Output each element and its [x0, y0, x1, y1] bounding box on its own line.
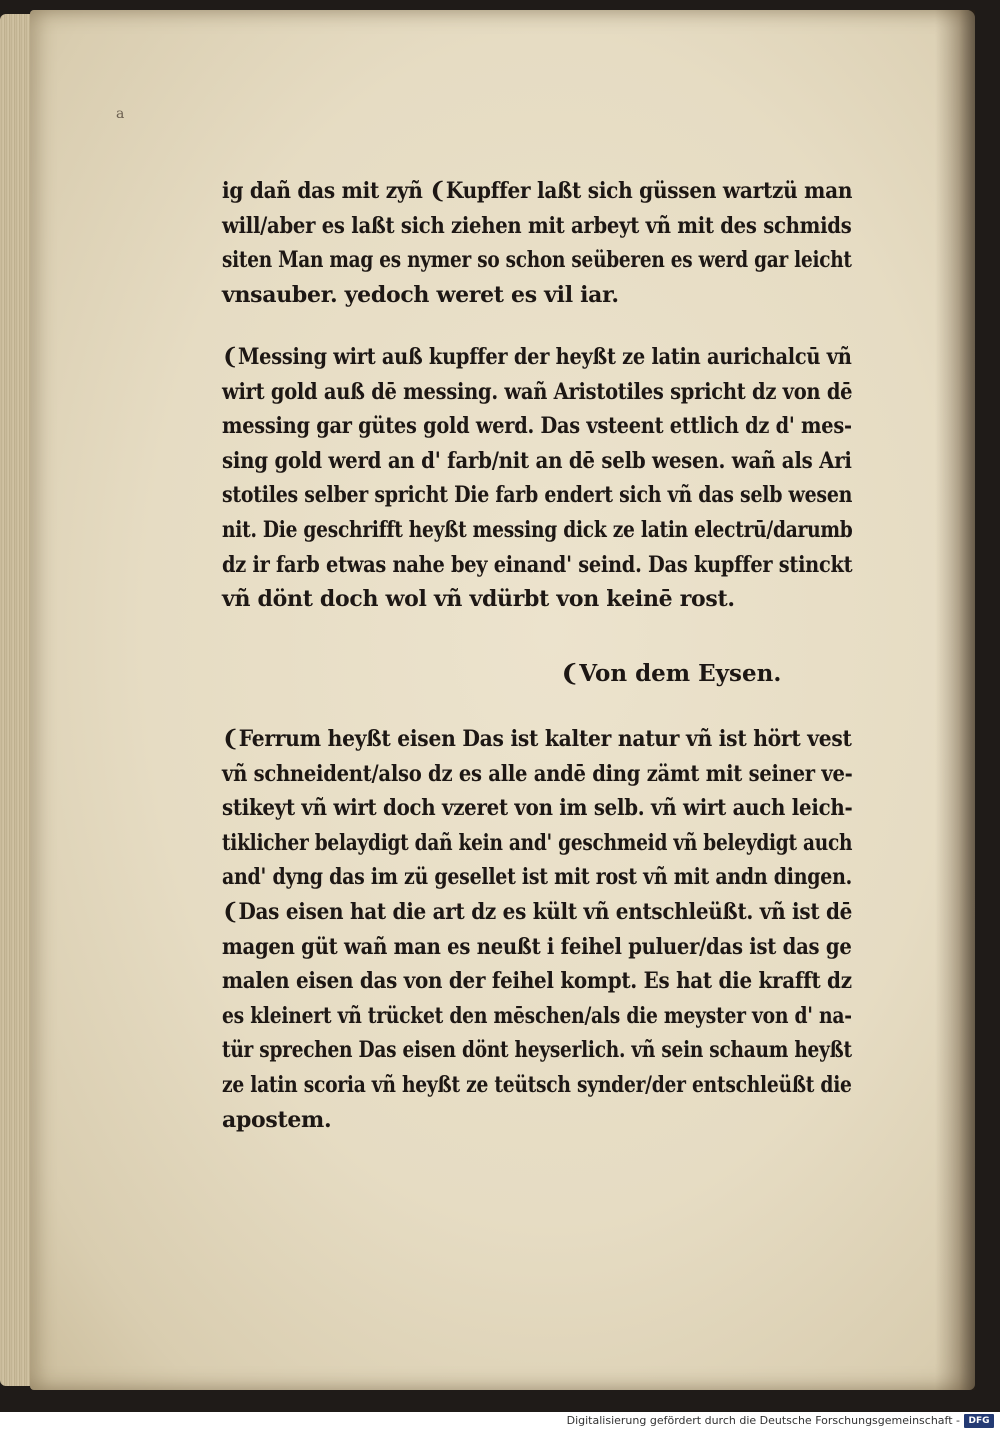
- text-line: tür sprechen Das eisen dönt heyserlich. vñ sein schaum heyßt: [222, 1037, 852, 1064]
- text-line: nit. Die geschrifft heyßt messing dick ze latin electrū/darumb: [222, 516, 853, 543]
- text-line: ze latin scoria vñ heyßt ze teütsch synder/der entschleüßt die: [222, 1071, 852, 1098]
- text-line: apostem.: [222, 1106, 332, 1133]
- text-line: dz ir farb etwas nahe bey einand' seind. Das kupffer stinckt: [222, 551, 853, 578]
- section-heading: ❨Von dem Eysen.: [560, 660, 782, 687]
- marginal-mark: a: [116, 106, 125, 122]
- text-line: vnsauber. yedoch weret es vil iar.: [222, 281, 619, 308]
- text-line: stotiles selber spricht Die farb endert sich vñ das selb wesen: [222, 482, 853, 509]
- paragraph-messing: [222, 340, 852, 617]
- paragraph-kupfer: [222, 174, 852, 312]
- text-line: ❨Das eisen hat die art dz es kült vñ entschleüßt. vñ ist dē: [222, 898, 853, 925]
- text-line: will/aber es laßt sich ziehen mit arbeyt vñ mit des schmids: [222, 212, 852, 239]
- text-line: ❨Messing wirt auß kupffer der heyßt ze latin aurichalcū vñ: [222, 344, 852, 370]
- text-line: wirt gold auß dē messing. wañ Aristotiles spricht dz von dē: [222, 378, 853, 405]
- text-line: siten Man mag es nymer so schon seüberen es werd gar leicht: [222, 247, 852, 274]
- text-line: malen eisen das von der feihel kompt. Es hat die krafft dz: [222, 968, 852, 995]
- text-line: magen güt wañ man es neußt i feihel puluer/das ist das ge: [222, 933, 852, 960]
- paragraph-eysen: [222, 722, 852, 1137]
- page-gutter-shadow: [935, 10, 975, 1390]
- text-line: ❨Ferrum heyßt eisen Das ist kalter natur vñ ist hört vest: [222, 726, 852, 752]
- text-line: messing gar gütes gold werd. Das vsteent ettlich dz d' mes-: [222, 413, 852, 440]
- text-line: stikeyt vñ wirt doch vzeret von im selb. vñ wirt auch leich-: [222, 795, 853, 822]
- text-line: vñ dönt doch wol vñ vdürbt von keinē rost.: [222, 586, 735, 613]
- funding-credit: Digitalisierung gefördert durch die Deutsche Forschungsgemeinschaft -: [566, 1414, 960, 1427]
- text-line: es kleinert vñ trücket den mēschen/als die meyster von d' na-: [222, 1002, 852, 1029]
- text-line: vñ schneident/also dz es alle andē ding zämt mit seiner ve-: [222, 760, 853, 787]
- text-line: and' dyng das im zü gesellet ist mit rost vñ mit andn dingen.: [222, 864, 852, 891]
- text-line: tiklicher belaydigt dañ kein and' geschmeid vñ beleydigt auch: [222, 829, 853, 856]
- dfg-logo[interactable]: DFG: [964, 1414, 994, 1428]
- text-line: ig dañ das mit zyñ ❨Kupffer laßt sich güssen wartzü man: [222, 178, 853, 204]
- footer-bar: [0, 1412, 1000, 1430]
- text-line: sing gold werd an d' farb/nit an dē selb wesen. wañ als Ari: [222, 447, 852, 474]
